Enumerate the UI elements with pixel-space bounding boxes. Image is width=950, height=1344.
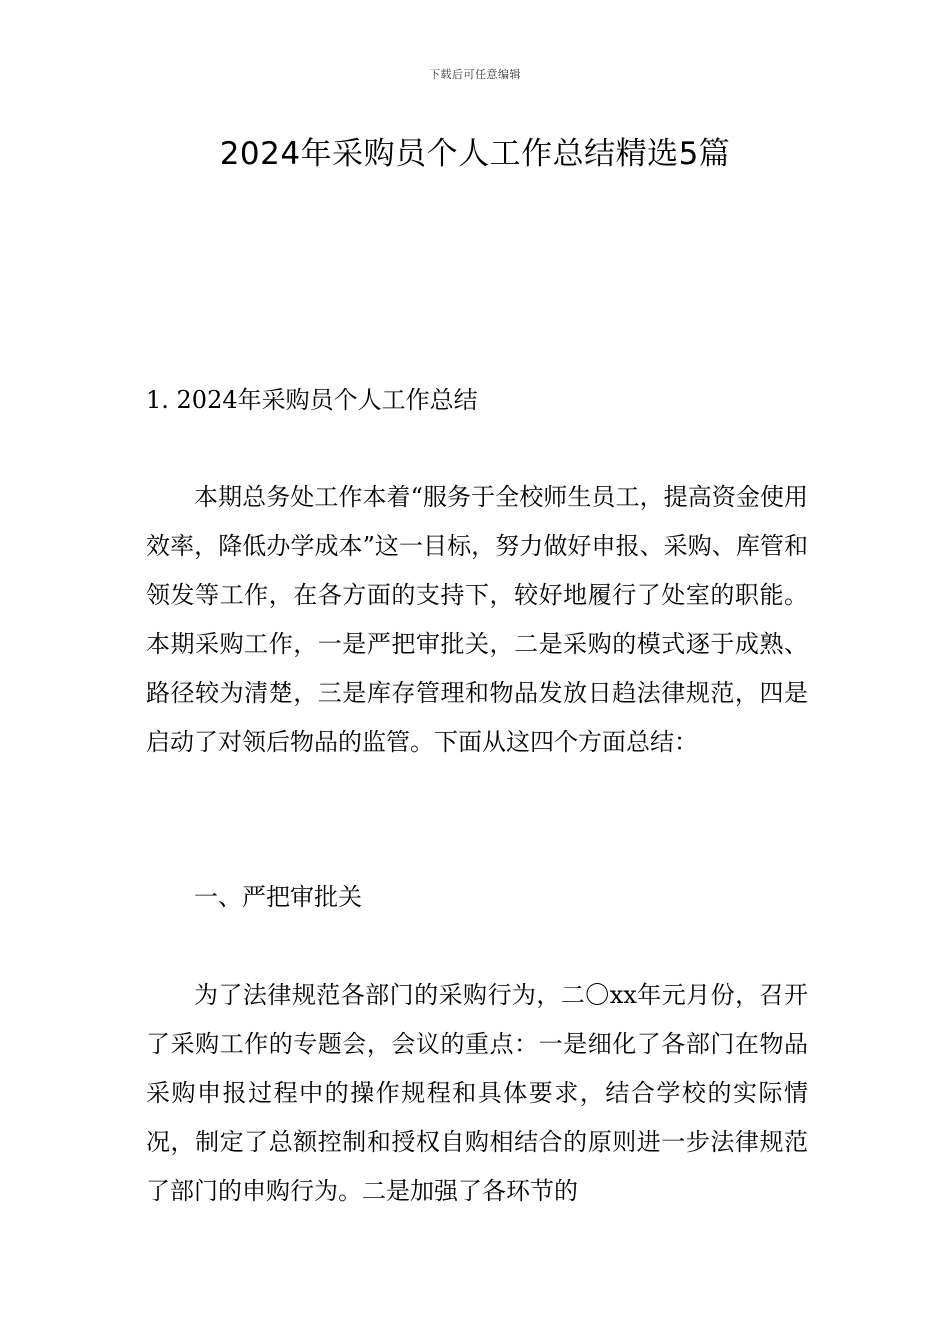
header-note: 下载后可任意编辑: [429, 68, 521, 81]
body-paragraph-1: 本期总务处工作本着“服务于全校师生员工，提高资金使用效率，降低办学成本”这一目标，努力做好申报、采购、库管和领发等工作，在各方面的支持下，较好地履行了处室的职能。本期采购工作，一是严把审批关，二是采购的模式逐于成熟、路径较为清楚，三是库存管理和物品发放日趋法律规范，四是启动了对领后物品的监管。下面从这四个方面总结：: [146, 483, 808, 756]
document-title: 2024年采购员个人工作总结精选5篇: [219, 136, 731, 172]
section-heading: 1. 2024年采购员个人工作总结: [146, 386, 478, 414]
sub-heading: 一、严把审批关: [194, 883, 362, 911]
body-paragraph-2: 为了法律规范各部门的采购行为，二〇xx年元月份，召开了采购工作的专题会，会议的重点：一是细化了各部门在物品采购申报过程中的操作规程和具体要求，结合学校的实际情况，制定了总额控制和授权自购相结合的原则进一步法律规范了部门的申购行为。二是加强了各环节的: [146, 981, 808, 1205]
